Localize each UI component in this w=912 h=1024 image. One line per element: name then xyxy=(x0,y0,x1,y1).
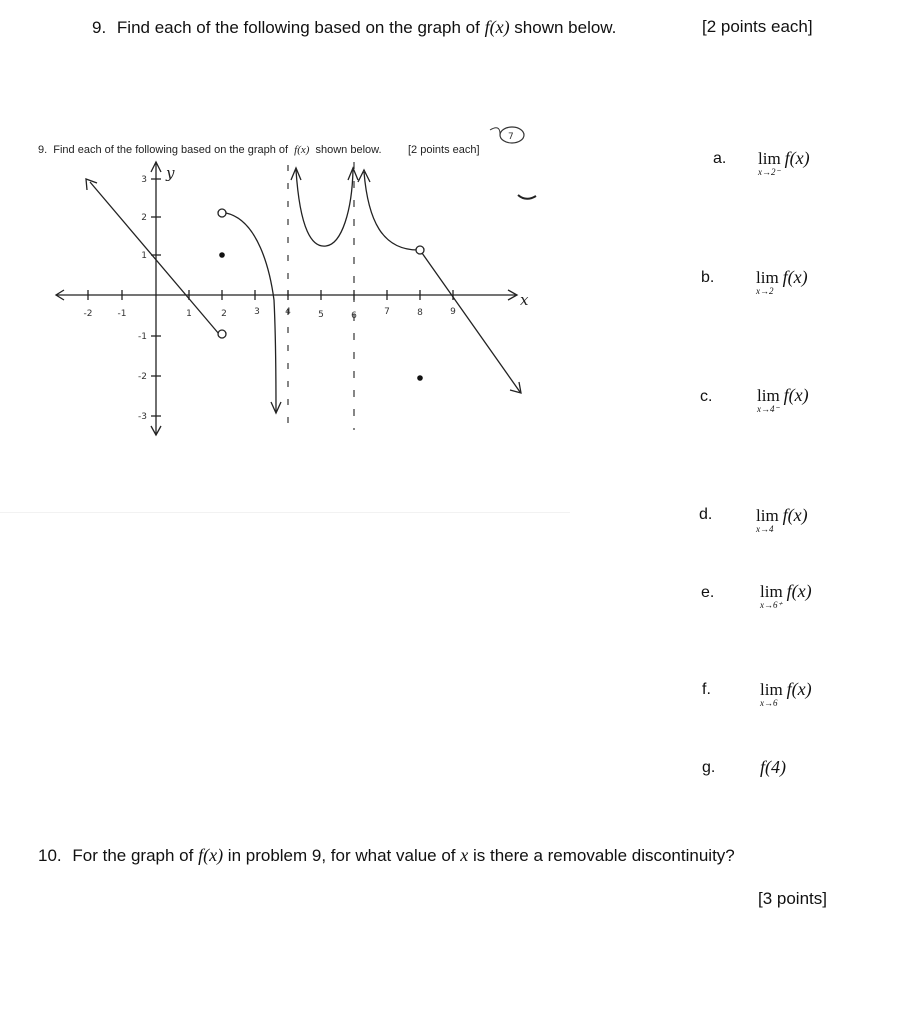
x-tick-label: 9 xyxy=(450,307,456,317)
x-tick-label: 1 xyxy=(186,309,192,319)
item-letter-e: e. xyxy=(701,584,715,601)
x-tick-label: 3 xyxy=(254,307,260,317)
item-letter-a: a. xyxy=(713,150,727,167)
corner-mark: 7 xyxy=(508,132,514,142)
question-10-variable: x xyxy=(460,845,469,865)
question-10-number: 10. xyxy=(38,846,62,865)
item-letter-g: g. xyxy=(702,759,716,776)
x-tick-label: -2 xyxy=(83,309,93,319)
y-tick-label: -1 xyxy=(138,332,147,342)
x-tick-label: -1 xyxy=(117,309,127,319)
y-axis-label: y xyxy=(166,164,175,182)
item-letter-f: f. xyxy=(702,681,711,698)
closed-point-icon xyxy=(219,252,225,258)
question-10-points: [3 points] xyxy=(758,889,827,908)
limit-expression-c: lim f(x) x→4⁻ xyxy=(757,385,809,414)
item-letter-c: c. xyxy=(700,388,713,405)
x-tick-label: 6 xyxy=(351,311,357,321)
function-graph xyxy=(0,100,540,445)
x-tick-label: 4 xyxy=(285,307,291,317)
x-tick-label: 5 xyxy=(318,310,324,320)
closed-point-icon xyxy=(417,375,423,381)
divider xyxy=(0,512,570,513)
item-letter-b: b. xyxy=(701,269,715,286)
y-tick-label: 1 xyxy=(141,251,147,261)
question-9-number: 9. xyxy=(92,18,107,37)
limit-expression-f: lim f(x) x→6 xyxy=(760,679,812,708)
limit-expression-d: lim f(x) x→4 xyxy=(756,505,808,534)
open-point-icon xyxy=(218,330,226,338)
x-tick-label: 2 xyxy=(221,309,227,319)
y-tick-label: 3 xyxy=(141,175,147,185)
question-9-text-after: shown below. xyxy=(514,18,617,37)
limit-expression-a: lim f(x) x→2⁻ xyxy=(758,148,810,177)
question-9-text: Find each of the following based on the graph of xyxy=(116,18,480,37)
x-axis-label: x xyxy=(520,291,529,309)
y-tick-label: -2 xyxy=(138,372,147,382)
item-letter-d: d. xyxy=(699,506,713,523)
open-point-icon xyxy=(416,246,424,254)
x-tick-label: 7 xyxy=(384,307,390,317)
graph-caption: 9. Find each of the following based on the graph of f(x) shown below. xyxy=(38,144,382,156)
open-point-icon xyxy=(218,209,226,217)
x-tick-label: 8 xyxy=(417,308,423,318)
graph-caption-points: [2 points each] xyxy=(408,144,480,156)
limit-expression-b: lim f(x) x→2 xyxy=(756,267,808,296)
question-9-points: [2 points each] xyxy=(702,17,813,36)
question-10-function: f(x) xyxy=(198,845,224,865)
function-value-g: f(4) xyxy=(760,757,786,777)
question-9-heading xyxy=(92,17,616,38)
y-tick-label: 2 xyxy=(141,213,147,223)
question-9-function: f(x) xyxy=(484,17,510,37)
limit-expression-e: lim f(x) x→6⁺ xyxy=(760,581,812,610)
question-10: 10. For the graph of f(x) in problem 9, for what value of x is there a removable discontinuity? xyxy=(38,845,735,865)
y-tick-label: -3 xyxy=(138,412,147,422)
